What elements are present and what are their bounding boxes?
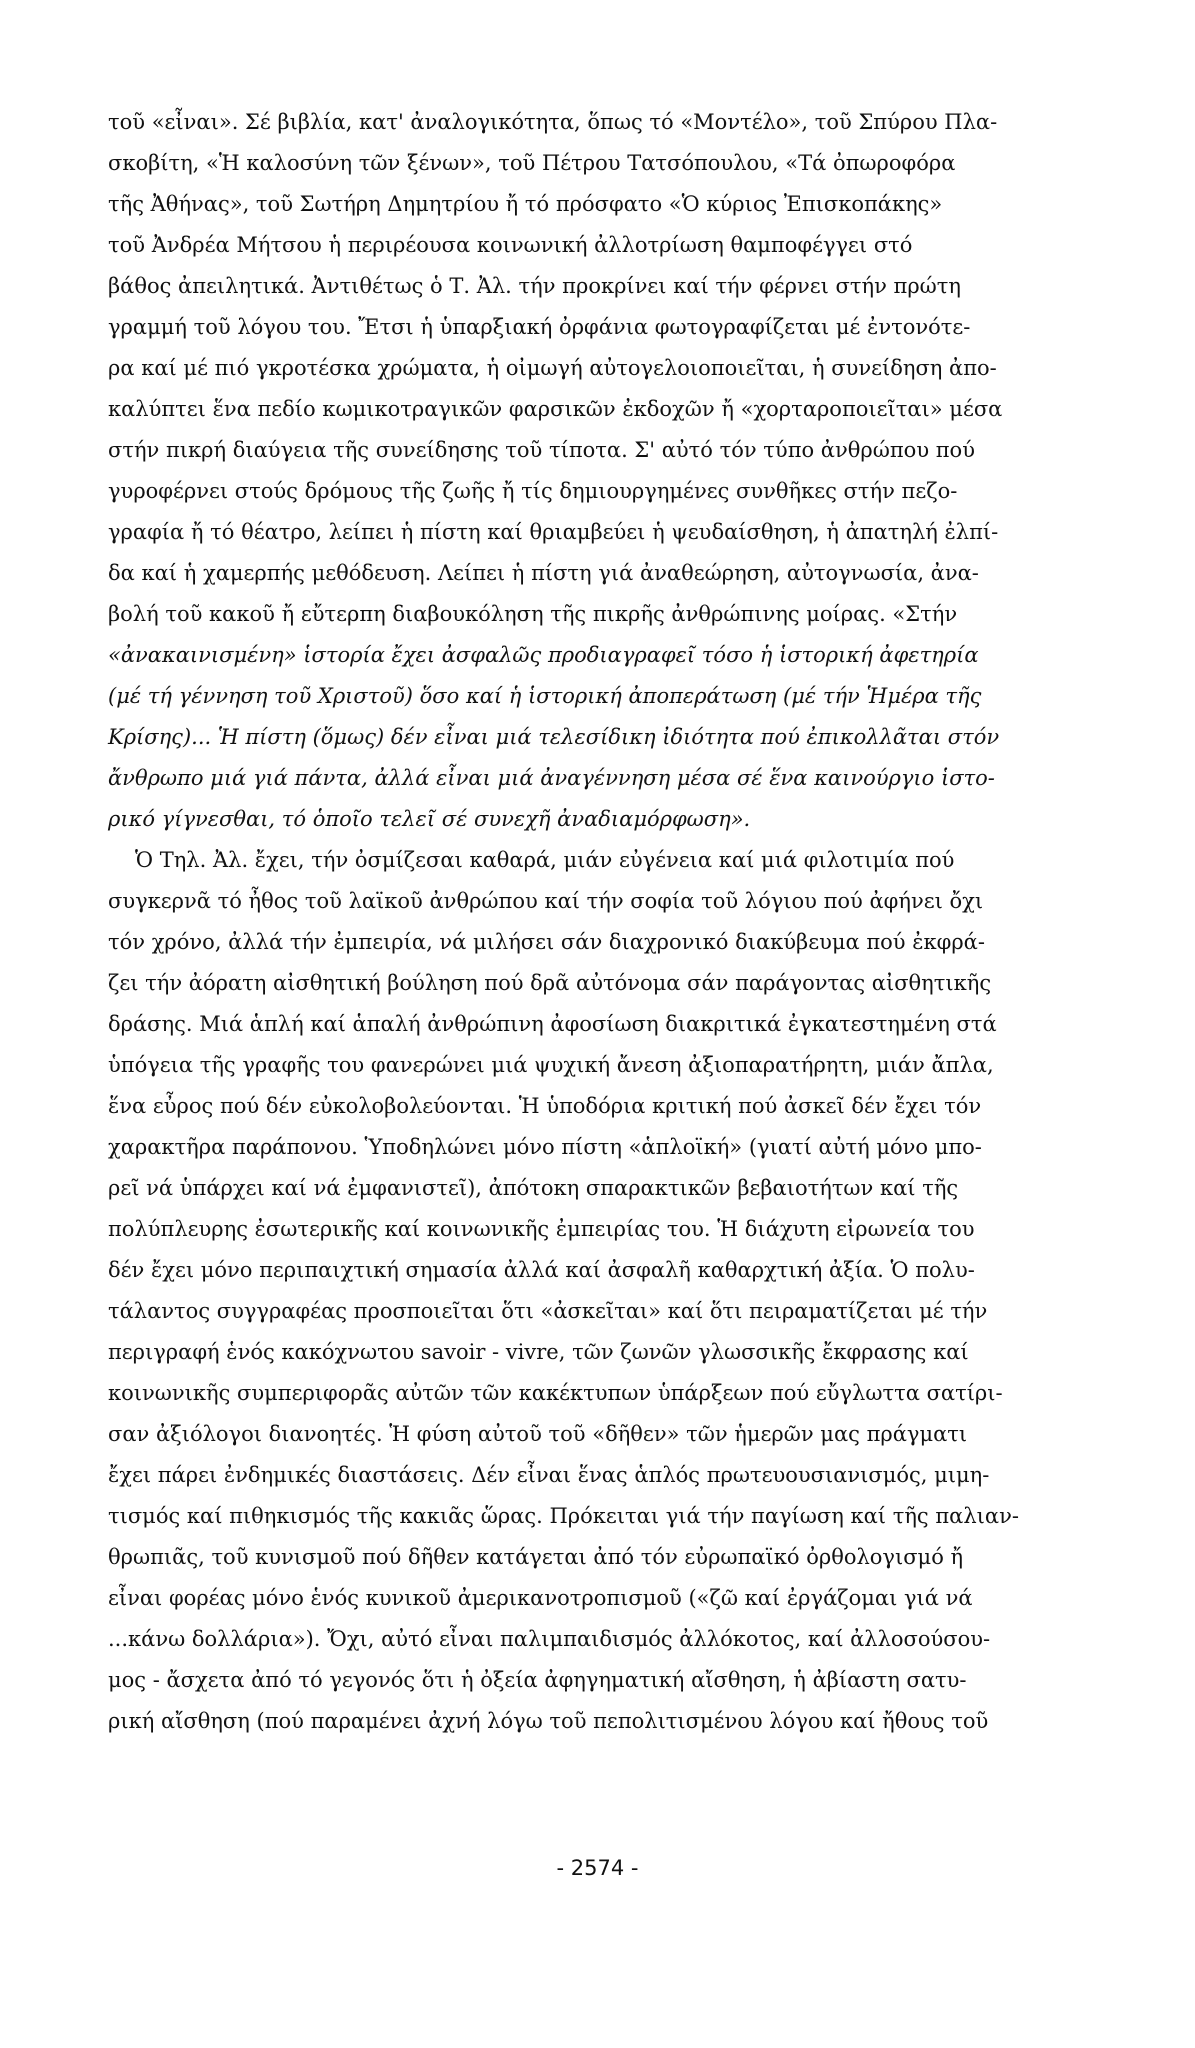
quoted-text-line: «ἀνακαινισμένη» ἱστορία ἔχει ἀσφαλῶς προδιαγραφεῖ τόσο ἡ ἱστορική ἀφετηρία [108,643,979,667]
document-body [108,102,1104,1742]
text-line: εἶναι φορέας μόνο ἑνός κυνικοῦ ἀμερικανοτροπισμοῦ («ζῶ καί ἐργάζομαι γιά νά [108,1586,973,1610]
text-line: ὑπόγεια τῆς γραφῆς του φανερώνει μιά ψυχική ἄνεση ἀξιοπαρατήρητη, μιάν ἄπλα, [108,1053,994,1077]
text-line: θρωπιᾶς, τοῦ κυνισμοῦ πού δῆθεν κατάγεται ἀπό τόν εὐρωπαϊκό ὀρθολογισμό ἤ [108,1545,964,1569]
text-line: ζει τήν ἀόρατη αἰσθητική βούληση πού δρᾶ αὐτόνομα σάν παράγοντας αἰσθητικῆς [108,971,992,995]
text-line: στήν πικρή διαύγεια τῆς συνείδησης τοῦ τίποτα. Σ' αὐτό τόν τύπο ἀνθρώπου πού [108,438,975,462]
text-line: τισμός καί πιθηκισμός τῆς κακιᾶς ὥρας. Πρόκειται γιά τήν παγίωση καί τῆς παλιαν- [108,1504,1019,1528]
text-line: βάθος ἀπειλητικά. Ἀντιθέτως ὁ Τ. Ἀλ. τήν προκρίνει καί τήν φέρνει στήν πρώτη [108,274,962,298]
text-line: πολύπλευρης ἐσωτερικῆς καί κοινωνικῆς ἐμπειρίας του. Ἡ διάχυτη εἰρωνεία του [108,1217,975,1241]
text-line: τάλαντος συγγραφέας προσποιεῖται ὅτι «ἀσκεῖται» καί ὅτι πειραματίζεται μέ τήν [108,1299,988,1323]
text-line: ρα καί μέ πιό γκροτέσκα χρώματα, ἡ οἰμωγή αὐτογελοιοποιεῖται, ἡ συνείδηση ἀπο- [108,356,997,380]
text-line: ρεῖ νά ὑπάρχει καί νά ἐμφανιστεῖ), ἀπότοκη σπαρακτικῶν βεβαιοτήτων καί τῆς [108,1176,959,1200]
text-line: ἕνα εὖρος πού δέν εὐκολοβολεύονται. Ἡ ὑποδόρια κριτική πού ἀσκεῖ δέν ἔχει τόν [108,1094,982,1118]
text-line: σκοβίτη, «Ἡ καλοσύνη τῶν ξένων», τοῦ Πέτρου Τατσόπουλου, «Τά ὀπωροφόρα [108,151,956,175]
page-number: - 2574 - [556,1856,639,1880]
text-line: δράσης. Μιά ἁπλή καί ἁπαλή ἀνθρώπινη ἀφοσίωση διακριτικά ἐγκατεστημένη στά [108,1012,997,1036]
text-line: δέν ἔχει μόνο περιπαιχτική σημασία ἀλλά καί ἀσφαλῆ καθαρχτική ἀξία. Ὁ πολυ- [108,1258,975,1282]
text-line: ...κάνω δολλάρια»). Ὄχι, αὐτό εἶναι παλιμπαιδισμός ἀλλόκοτος, καί ἀλλοσούσου- [108,1627,991,1651]
text-line: τοῦ «εἶναι». Σέ βιβλία, κατ' ἀναλογικότητα, ὅπως τό «Μοντέλο», τοῦ Σπύρου Πλα- [108,110,998,134]
paragraph-first-line: Ὁ Τηλ. Ἀλ. ἔχει, τήν ὀσμίζεσαι καθαρά, μιάν εὐγένεια καί μιά φιλοτιμία πού [135,848,955,872]
text-line: ρική αἴσθηση (πού παραμένει ἀχνή λόγω τοῦ πεπολιτισμένου λόγου καί ἤθους τοῦ [108,1709,989,1733]
text-line: καλύπτει ἕνα πεδίο κωμικοτραγικῶν φαρσικῶν ἐκδοχῶν ἤ «χορταροποιεῖται» μέσα [108,397,1003,421]
quoted-text-line: Κρίσης)... Ἡ πίστη (ὅμως) δέν εἶναι μιά τελεσίδικη ἰδιότητα πού ἐπικολλᾶται στόν [108,725,1000,749]
text-line: χαρακτῆρα παράπονου. Ὑποδηλώνει μόνο πίστη «ἁπλοϊκή» (γιατί αὐτή μόνο μπο- [108,1135,982,1159]
text-line: τόν χρόνο, ἀλλά τήν ἐμπειρία, νά μιλήσει σάν διαχρονικό διακύβευμα πού ἐκφρά- [108,930,985,954]
text-line: γραμμή τοῦ λόγου του. Ἔτσι ἡ ὑπαρξιακή ὀρφάνια φωτογραφίζεται μέ ἐντονότε- [108,315,971,339]
text-line: βολή τοῦ κακοῦ ἤ εὔτερπη διαβουκόληση τῆς πικρῆς ἀνθρώπινης μοίρας. «Στήν [108,602,958,626]
text-line: περιγραφή ἑνός κακόχνωτου savoir - vivre, τῶν ζωνῶν γλωσσικῆς ἔκφρασης καί [108,1340,969,1364]
quoted-text-line: ἄνθρωπο μιά γιά πάντα, ἀλλά εἶναι μιά ἀναγέννηση μέσα σέ ἕνα καινούργιο ἱστο- [108,766,995,790]
text-line: μος - ἄσχετα ἀπό τό γεγονός ὅτι ἡ ὀξεία ἀφηγηματική αἴσθηση, ἡ ἀβίαστη σατυ- [108,1668,967,1692]
text-line: γυροφέρνει στούς δρόμους τῆς ζωῆς ἤ τίς δημιουργημένες συνθῆκες στήν πεζο- [108,479,958,503]
text-line: κοινωνικῆς συμπεριφορᾶς αὐτῶν τῶν κακέκτυπων ὑπάρξεων πού εὔγλωττα σατίρι- [108,1381,1003,1405]
quoted-text-line: ρικό γίγνεσθαι, τό ὁποῖο τελεῖ σέ συνεχῆ ἀναδιαμόρφωση». [108,807,751,831]
quoted-text-line: (μέ τή γέννηση τοῦ Χριστοῦ) ὅσο καί ἡ ἱστορική ἀποπεράτωση (μέ τήν Ἡμέρα τῆς [108,684,982,708]
text-line: τῆς Ἀθήνας», τοῦ Σωτήρη Δημητρίου ἤ τό πρόσφατο «Ὁ κύριος Ἐπισκοπάκης» [108,192,943,216]
text-line: σαν ἀξιόλογοι διανοητές. Ἡ φύση αὐτοῦ τοῦ «δῆθεν» τῶν ἡμερῶν μας πράγματι [108,1422,968,1446]
text-line: ἔχει πάρει ἐνδημικές διαστάσεις. Δέν εἶναι ἕνας ἁπλός πρωτευουσιανισμός, μιμη- [108,1463,990,1487]
text-line: δα καί ἡ χαμερπής μεθόδευση. Λείπει ἡ πίστη γιά ἀναθεώρηση, αὐτογνωσία, ἀνα- [108,561,979,585]
text-line: συγκερνᾶ τό ἦθος τοῦ λαϊκοῦ ἀνθρώπου καί τήν σοφία τοῦ λόγιου πού ἀφήνει ὄχι [108,889,984,913]
text-line: τοῦ Ἀνδρέα Μήτσου ἡ περιρέουσα κοινωνική ἀλλοτρίωση θαμποφέγγει στό [108,233,913,257]
text-line: γραφία ἤ τό θέατρο, λείπει ἡ πίστη καί θριαμβεύει ἡ ψευδαίσθηση, ἡ ἀπατηλή ἐλπί- [108,520,999,544]
